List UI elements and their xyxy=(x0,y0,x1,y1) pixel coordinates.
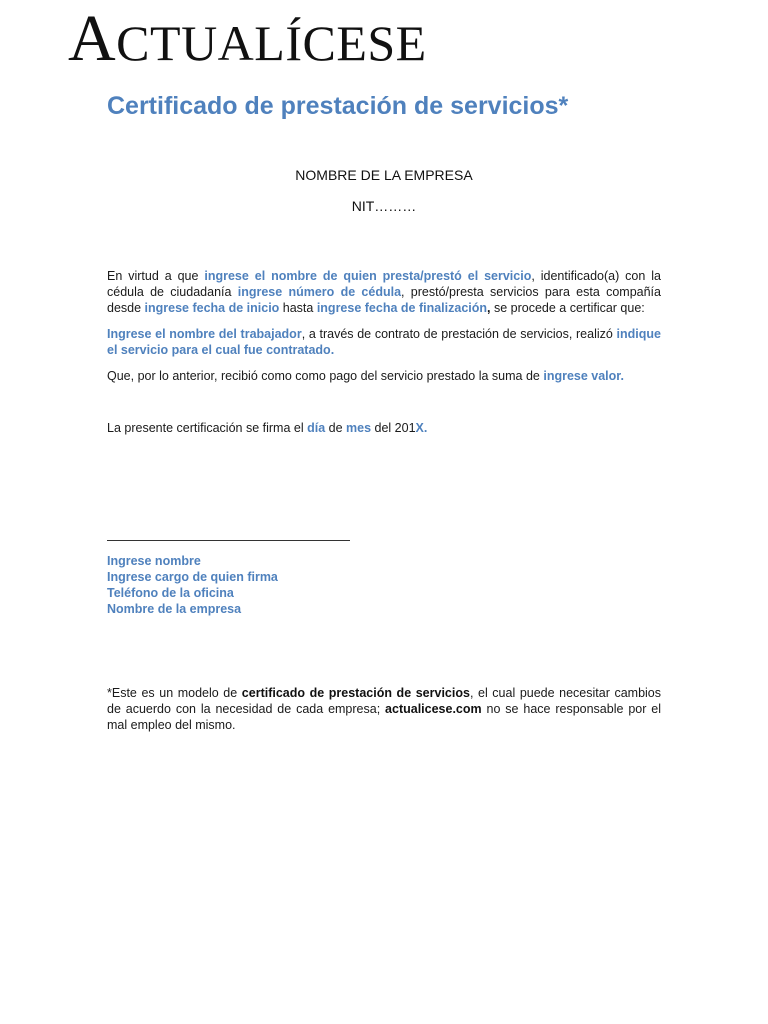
paragraph-payment xyxy=(107,368,661,384)
text: , xyxy=(487,301,491,315)
footnote-site: actualicese.com xyxy=(385,702,482,716)
placeholder-provider-name: ingrese el nombre de quien presta/prestó el servicio xyxy=(204,269,532,283)
actualicese-logo xyxy=(68,2,427,75)
signature-line xyxy=(107,540,350,541)
footnote-disclaimer xyxy=(107,685,661,733)
text: . xyxy=(620,369,624,383)
text: hasta xyxy=(279,301,317,315)
text: , a través de contrato de prestación de servicios, realizó xyxy=(301,327,617,341)
footnote-bold-title: certificado de prestación de servicios xyxy=(241,686,470,700)
signature-block xyxy=(107,553,278,617)
placeholder-amount: ingrese valor xyxy=(543,369,621,383)
company-name: NOMBRE DE LA EMPRESA xyxy=(295,167,473,183)
office-phone: Teléfono de la oficina xyxy=(107,586,234,600)
placeholder-service-description: indique el servicio para el cual fue contratado. xyxy=(107,327,661,357)
placeholder-id-number: ingrese número de cédula xyxy=(237,285,402,299)
text: del 201 xyxy=(371,421,416,435)
text: se procede a certificar que: xyxy=(490,301,645,315)
text: , el cual puede necesitar cambios de acuerdo con la necesidad de cada empresa; xyxy=(107,686,662,716)
text: , prestó/presta servicios para esta compañía desde xyxy=(107,285,661,315)
text: no se hace responsable por el mal empleo del mismo. xyxy=(107,702,661,732)
placeholder-month: mes xyxy=(346,421,372,435)
paragraph-intro xyxy=(107,268,661,316)
text: La presente certificación se firma el xyxy=(107,421,308,435)
placeholder-start-date: ingrese fecha de inicio xyxy=(144,301,280,315)
logo-rest: CTUALÍCESE xyxy=(116,15,427,71)
paragraph-signing-date xyxy=(107,420,661,436)
company-nit: NIT……… xyxy=(351,198,417,214)
signer-name: Ingrese nombre xyxy=(107,554,201,568)
text: de xyxy=(325,421,347,435)
placeholder-day: día xyxy=(307,421,326,435)
text: . xyxy=(423,421,428,435)
text: , identificado(a) con la cédula de ciudadanía xyxy=(107,269,661,299)
placeholder-year-digit: X xyxy=(415,421,424,435)
signer-company: Nombre de la empresa xyxy=(107,602,242,616)
signer-position: Ingrese cargo de quien firma xyxy=(107,570,278,584)
text: Que, por lo anterior, recibió como como pago del servicio prestado la suma de xyxy=(107,369,544,383)
document-title: Certificado de prestación de servicios* xyxy=(107,92,569,120)
paragraph-service xyxy=(107,326,661,358)
placeholder-end-date: ingrese fecha de finalización xyxy=(316,301,488,315)
text: En virtud a que xyxy=(107,269,205,283)
placeholder-worker-name: Ingrese el nombre del trabajador xyxy=(107,327,302,341)
logo-initial: A xyxy=(68,2,117,75)
text: *Este es un modelo de xyxy=(107,686,242,700)
